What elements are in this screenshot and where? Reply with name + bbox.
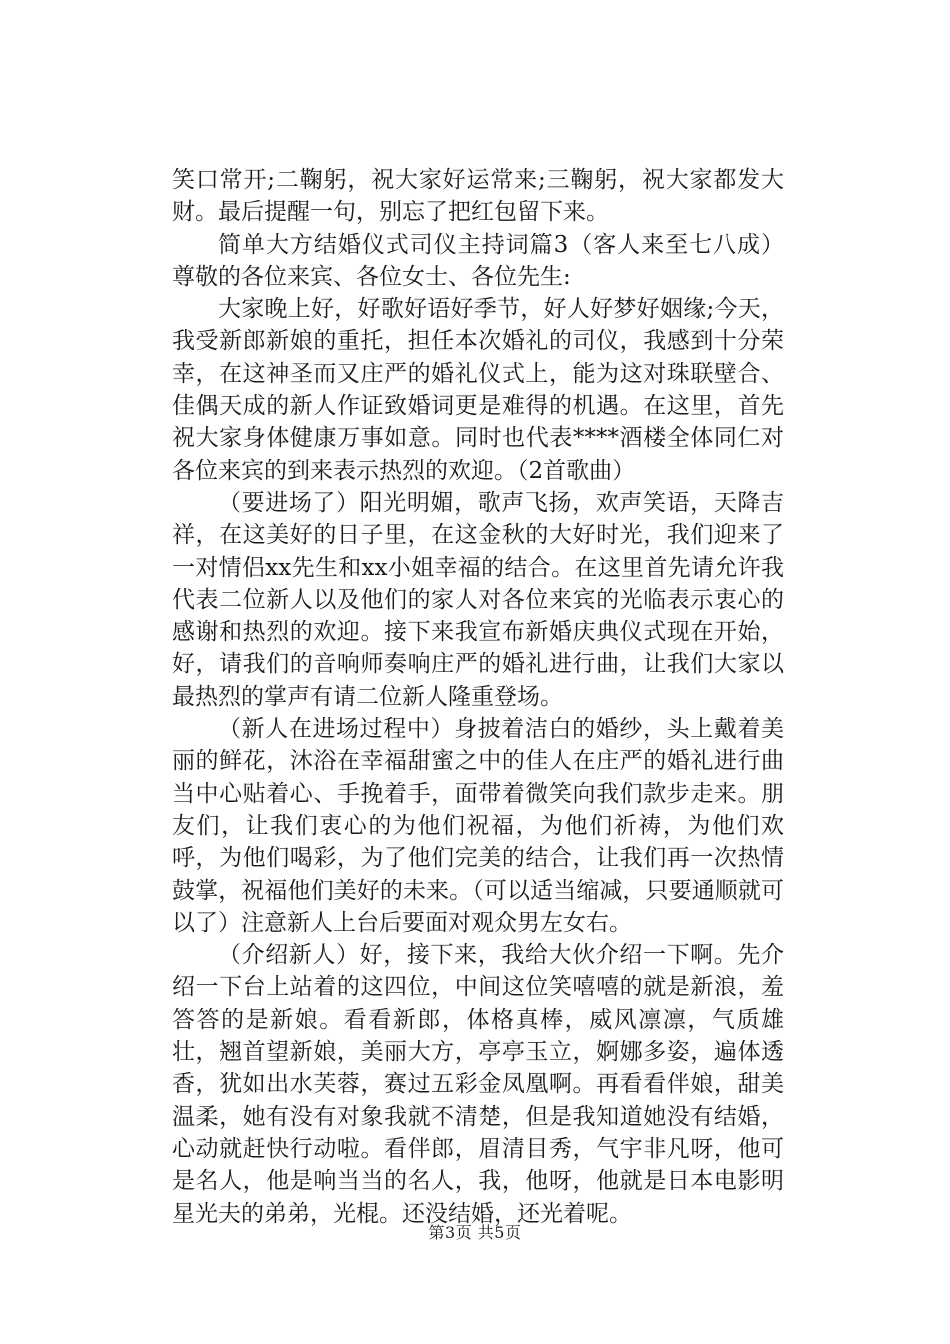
paragraph-6: （介绍新人）好，接下来，我给大伙介绍一下啊。先介绍一下台上站着的这四位，中间这位笑嘻嘻的就是新浪，羞答答的是新娘。看看新郎，体格真棒，威风凛凛，气质雄壮，翘首望新娘，美丽大方，亭亭玉立，婀娜多姿，遍体透香，犹如出水芙蓉，赛过五彩金凤凰啊。再看看伴娘，甜美温柔，她有没有对象我就不清楚，但是我知道她没有结婚，心动就赶快行动啦。看伴郎，眉清目秀，气宇非凡呀，他可是名人，他是响当当的名人，我，他呀，他就是日本电影明星光夫的弟弟，光棍。还没结婚，还光着呢。 (172, 942, 784, 1227)
page-number-footer: 第3页 共5页 (428, 1223, 522, 1242)
paragraph-1: 笑口常开;二鞠躬，祝大家好运常来;三鞠躬，祝大家都发大财。最后提醒一句，别忘了把红包留下来。 (172, 167, 784, 226)
paragraph-5: （新人在进场过程中）身披着洁白的婚纱，头上戴着美丽的鲜花，沐浴在幸福甜蜜之中的佳人在庄严的婚礼进行曲当中心贴着心、手挽着手，面带着微笑向我们款步走来。朋友们，让我们衷心的为他们祝福，为他们祈祷，为他们欢呼，为他们喝彩，为了他们完美的结合，让我们再一次热情鼓掌，祝福他们美好的未来。（可以适当缩减，只要通顺就可以了）注意新人上台后要面对观众男左女右。 (172, 716, 784, 936)
paragraph-2: 简单大方结婚仪式司仪主持词篇3（客人来至七八成）尊敬的各位来宾、各位女士、各位先生: (172, 231, 784, 290)
paragraph-4: （要进场了）阳光明媚，歌声飞扬，欢声笑语，天降吉祥，在这美好的日子里，在这金秋的大好时光，我们迎来了一对情侣xx先生和xx小姐幸福的结合。在这里首先请允许我代表二位新人以及他们的家人对各位来宾的光临表示衷心的感谢和热烈的欢迎。接下来我宣布新婚庆典仪式现在开始，好，请我们的音响师奏响庄严的婚礼进行曲，让我们大家以最热烈的掌声有请二位新人隆重登场。 (172, 489, 784, 710)
paragraph-3: 大家晚上好，好歌好语好季节，好人好梦好姻缘;今天，我受新郎新娘的重托，担任本次婚礼的司仪，我感到十分荣幸，在这神圣而又庄严的婚礼仪式上，能为这对珠联壁合、佳偶天成的新人作证致婚词更是难得的机遇。在这里，首先祝大家身体健康万事如意。同时也代表****酒楼全体同仁对各位来宾的到来表示热烈的欢迎。（2首歌曲） (172, 296, 784, 484)
document-body (172, 164, 784, 1230)
